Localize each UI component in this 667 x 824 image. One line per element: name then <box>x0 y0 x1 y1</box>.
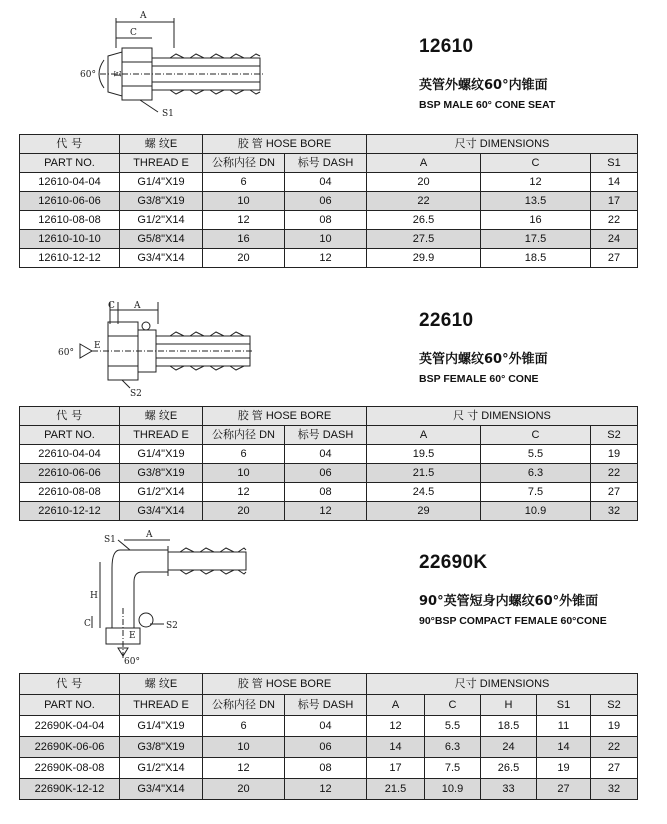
spec-table-22610 <box>19 406 638 521</box>
cell: 16 <box>481 211 591 230</box>
cell: 04 <box>285 445 367 464</box>
header-dim-c: C <box>481 154 591 173</box>
cell: 06 <box>285 192 367 211</box>
header-part-en: PART NO. <box>20 154 120 173</box>
cell: G3/4"X14 <box>120 779 203 800</box>
spec-table-12610 <box>19 134 638 268</box>
cell: 14 <box>537 737 591 758</box>
cell: 12610-12-12 <box>20 249 120 268</box>
cell: 6 <box>203 445 285 464</box>
dim-label-s2: S2 <box>166 621 178 631</box>
header-hose: 胶 管 HOSE BORE <box>203 674 367 695</box>
header-hose: 胶 管 HOSE BORE <box>203 135 367 154</box>
cell: 17 <box>591 192 638 211</box>
table-row <box>20 502 638 521</box>
section-title-12610 <box>419 36 555 111</box>
table-row <box>20 445 638 464</box>
cell: 24.5 <box>367 483 481 502</box>
table-header-row <box>20 135 638 154</box>
cell: 24 <box>591 230 638 249</box>
cell: 33 <box>481 779 537 800</box>
cell: 6.3 <box>425 737 481 758</box>
cell: 26.5 <box>481 758 537 779</box>
cell: 22610-06-06 <box>20 464 120 483</box>
fitting-drawing-12610 <box>80 8 270 120</box>
header-part-cn: 代 号 <box>20 135 120 154</box>
header-dim-s1: S1 <box>591 154 638 173</box>
cell: 7.5 <box>425 758 481 779</box>
cell: 22 <box>591 211 638 230</box>
cell: 21.5 <box>367 779 425 800</box>
cell: 14 <box>591 173 638 192</box>
cell: 22610-12-12 <box>20 502 120 521</box>
cell: G1/2"X14 <box>120 211 203 230</box>
header-dims: 尺寸 DIMENSIONS <box>367 135 638 154</box>
header-hose-dash: 标号 DASH <box>285 695 367 716</box>
cell: 6.3 <box>481 464 591 483</box>
dim-label-c: C <box>130 28 137 38</box>
header-thread-cn: 螺 纹E <box>120 674 203 695</box>
cell: G1/4"X19 <box>120 445 203 464</box>
cell: 27 <box>591 483 638 502</box>
dim-label-c: C <box>108 301 115 311</box>
cell: 6 <box>203 173 285 192</box>
cell: 14 <box>367 737 425 758</box>
header-thread-en: THREAD E <box>120 426 203 445</box>
table-row <box>20 779 638 800</box>
cell: 26.5 <box>367 211 481 230</box>
cell: 12610-04-04 <box>20 173 120 192</box>
cell: 12610-08-08 <box>20 211 120 230</box>
spec-table-22690k <box>19 673 638 800</box>
cell: 27.5 <box>367 230 481 249</box>
cell: 22690K-06-06 <box>20 737 120 758</box>
cell: 29 <box>367 502 481 521</box>
header-dim-h: H <box>481 695 537 716</box>
cell: G3/8"X19 <box>120 737 203 758</box>
cell: 20 <box>203 249 285 268</box>
dim-label-e: E <box>129 631 136 641</box>
cell: 21.5 <box>367 464 481 483</box>
cell: G1/4"X19 <box>120 173 203 192</box>
cell: 24 <box>481 737 537 758</box>
cell: 11 <box>537 716 591 737</box>
cell: 10 <box>203 464 285 483</box>
cell: G1/2"X14 <box>120 483 203 502</box>
cell: 13.5 <box>481 192 591 211</box>
cell: 17.5 <box>481 230 591 249</box>
cell: 12 <box>481 173 591 192</box>
cell: 12610-06-06 <box>20 192 120 211</box>
table-row <box>20 192 638 211</box>
header-dim-s2: S2 <box>591 426 638 445</box>
dim-label-60: 60° <box>80 70 96 80</box>
header-thread-cn: 螺 纹E <box>120 135 203 154</box>
cell: 10 <box>203 192 285 211</box>
cell: 22690K-08-08 <box>20 758 120 779</box>
cell: 5.5 <box>425 716 481 737</box>
part-code: 12610 <box>419 36 474 57</box>
header-part-en: PART NO. <box>20 426 120 445</box>
header-thread-en: THREAD E <box>120 154 203 173</box>
cell: G5/8"X14 <box>120 230 203 249</box>
dim-label-c: C <box>84 619 91 629</box>
cell: 22690K-12-12 <box>20 779 120 800</box>
cell: 12610-10-10 <box>20 230 120 249</box>
cell: 16 <box>203 230 285 249</box>
cell: 12 <box>285 249 367 268</box>
table-header-row <box>20 407 638 426</box>
cell: G3/4"X14 <box>120 249 203 268</box>
section-title-22610 <box>419 310 548 385</box>
cell: 08 <box>285 211 367 230</box>
part-code: 22690K <box>419 552 488 573</box>
header-hose-dn: 公称内径 DN <box>203 426 285 445</box>
header-hose-dn: 公称内径 DN <box>203 154 285 173</box>
dim-label-s1: S1 <box>104 535 116 545</box>
dim-label-a: A <box>140 11 147 21</box>
fitting-drawing-22690k <box>84 528 254 666</box>
dim-label-60: 60° <box>58 348 74 358</box>
cell: 22690K-04-04 <box>20 716 120 737</box>
dim-label-a: A <box>134 301 141 311</box>
cell: 5.5 <box>481 445 591 464</box>
cell: 12 <box>203 483 285 502</box>
table-row <box>20 211 638 230</box>
header-hose-dn: 公称内径 DN <box>203 695 285 716</box>
header-dims: 尺 寸 DIMENSIONS <box>367 407 638 426</box>
title-chinese: 90°英管短身内螺纹60°外锥面 <box>419 594 599 609</box>
cell: 08 <box>285 483 367 502</box>
header-dim-s1: S1 <box>537 695 591 716</box>
cell: 06 <box>285 464 367 483</box>
cell: 19.5 <box>367 445 481 464</box>
cell: G1/2"X14 <box>120 758 203 779</box>
header-part-en: PART NO. <box>20 695 120 716</box>
cell: G3/8"X19 <box>120 464 203 483</box>
cell: 32 <box>591 502 638 521</box>
cell: 22 <box>367 192 481 211</box>
header-dim-a: A <box>367 154 481 173</box>
cell: 12 <box>367 716 425 737</box>
table-row <box>20 249 638 268</box>
cell: 10 <box>285 230 367 249</box>
cell: 12 <box>203 758 285 779</box>
cell: 7.5 <box>481 483 591 502</box>
cell: 19 <box>537 758 591 779</box>
cell: 22 <box>591 737 638 758</box>
cell: 6 <box>203 716 285 737</box>
cell: 20 <box>203 779 285 800</box>
dim-label-60: 60° <box>124 657 140 666</box>
cell: 06 <box>285 737 367 758</box>
table-header-row <box>20 695 638 716</box>
title-chinese: 英管外螺纹60°内锥面 <box>419 78 548 93</box>
part-code: 22610 <box>419 310 474 331</box>
cell: G3/8"X19 <box>120 192 203 211</box>
cell: 22610-04-04 <box>20 445 120 464</box>
cell: 19 <box>591 445 638 464</box>
table-row <box>20 737 638 758</box>
cell: 18.5 <box>481 249 591 268</box>
cell: 04 <box>285 173 367 192</box>
cell: 22610-08-08 <box>20 483 120 502</box>
cell: 10.9 <box>425 779 481 800</box>
dim-label-a: A <box>146 530 153 540</box>
table-header-row <box>20 426 638 445</box>
table-row <box>20 483 638 502</box>
cell: 17 <box>367 758 425 779</box>
header-dim-c: C <box>481 426 591 445</box>
header-part-cn: 代 号 <box>20 407 120 426</box>
table-row <box>20 758 638 779</box>
cell: 27 <box>591 758 638 779</box>
title-english: 90°BSP COMPACT FEMALE 60°CONE <box>419 615 607 627</box>
cell: G1/4"X19 <box>120 716 203 737</box>
dim-label-s2: S2 <box>130 389 142 399</box>
cell: 10 <box>203 737 285 758</box>
table-row <box>20 464 638 483</box>
header-hose: 胶 管 HOSE BORE <box>203 407 367 426</box>
header-dim-a: A <box>367 695 425 716</box>
cell: 18.5 <box>481 716 537 737</box>
header-dim-s2: S2 <box>591 695 638 716</box>
header-hose-dash: 标号 DASH <box>285 154 367 173</box>
header-thread-cn: 螺 纹E <box>120 407 203 426</box>
fitting-drawing-22610 <box>58 296 258 404</box>
header-part-cn: 代 号 <box>20 674 120 695</box>
section-title-22690k <box>419 552 607 627</box>
title-chinese: 英管内螺纹60°外锥面 <box>419 352 548 367</box>
cell: 22 <box>591 464 638 483</box>
cell: G3/4"X14 <box>120 502 203 521</box>
cell: 08 <box>285 758 367 779</box>
cell: 12 <box>203 211 285 230</box>
table-row <box>20 230 638 249</box>
cell: 27 <box>591 249 638 268</box>
cell: 12 <box>285 502 367 521</box>
cell: 27 <box>537 779 591 800</box>
cell: 32 <box>591 779 638 800</box>
cell: 04 <box>285 716 367 737</box>
cell: 20 <box>367 173 481 192</box>
cell: 29.9 <box>367 249 481 268</box>
table-header-row <box>20 154 638 173</box>
dim-label-s1: S1 <box>162 109 174 119</box>
dim-label-e: E <box>94 341 101 351</box>
cell: 19 <box>591 716 638 737</box>
table-row <box>20 173 638 192</box>
dim-label-e: E <box>114 70 124 77</box>
title-english: BSP MALE 60° CONE SEAT <box>419 99 556 111</box>
header-dim-c: C <box>425 695 481 716</box>
table-row <box>20 716 638 737</box>
dim-label-h: H <box>90 591 98 601</box>
header-hose-dash: 标号 DASH <box>285 426 367 445</box>
header-thread-en: THREAD E <box>120 695 203 716</box>
cell: 20 <box>203 502 285 521</box>
table-header-row <box>20 674 638 695</box>
title-english: BSP FEMALE 60° CONE <box>419 373 539 385</box>
header-dims: 尺寸 DIMENSIONS <box>367 674 638 695</box>
cell: 10.9 <box>481 502 591 521</box>
cell: 12 <box>285 779 367 800</box>
header-dim-a: A <box>367 426 481 445</box>
